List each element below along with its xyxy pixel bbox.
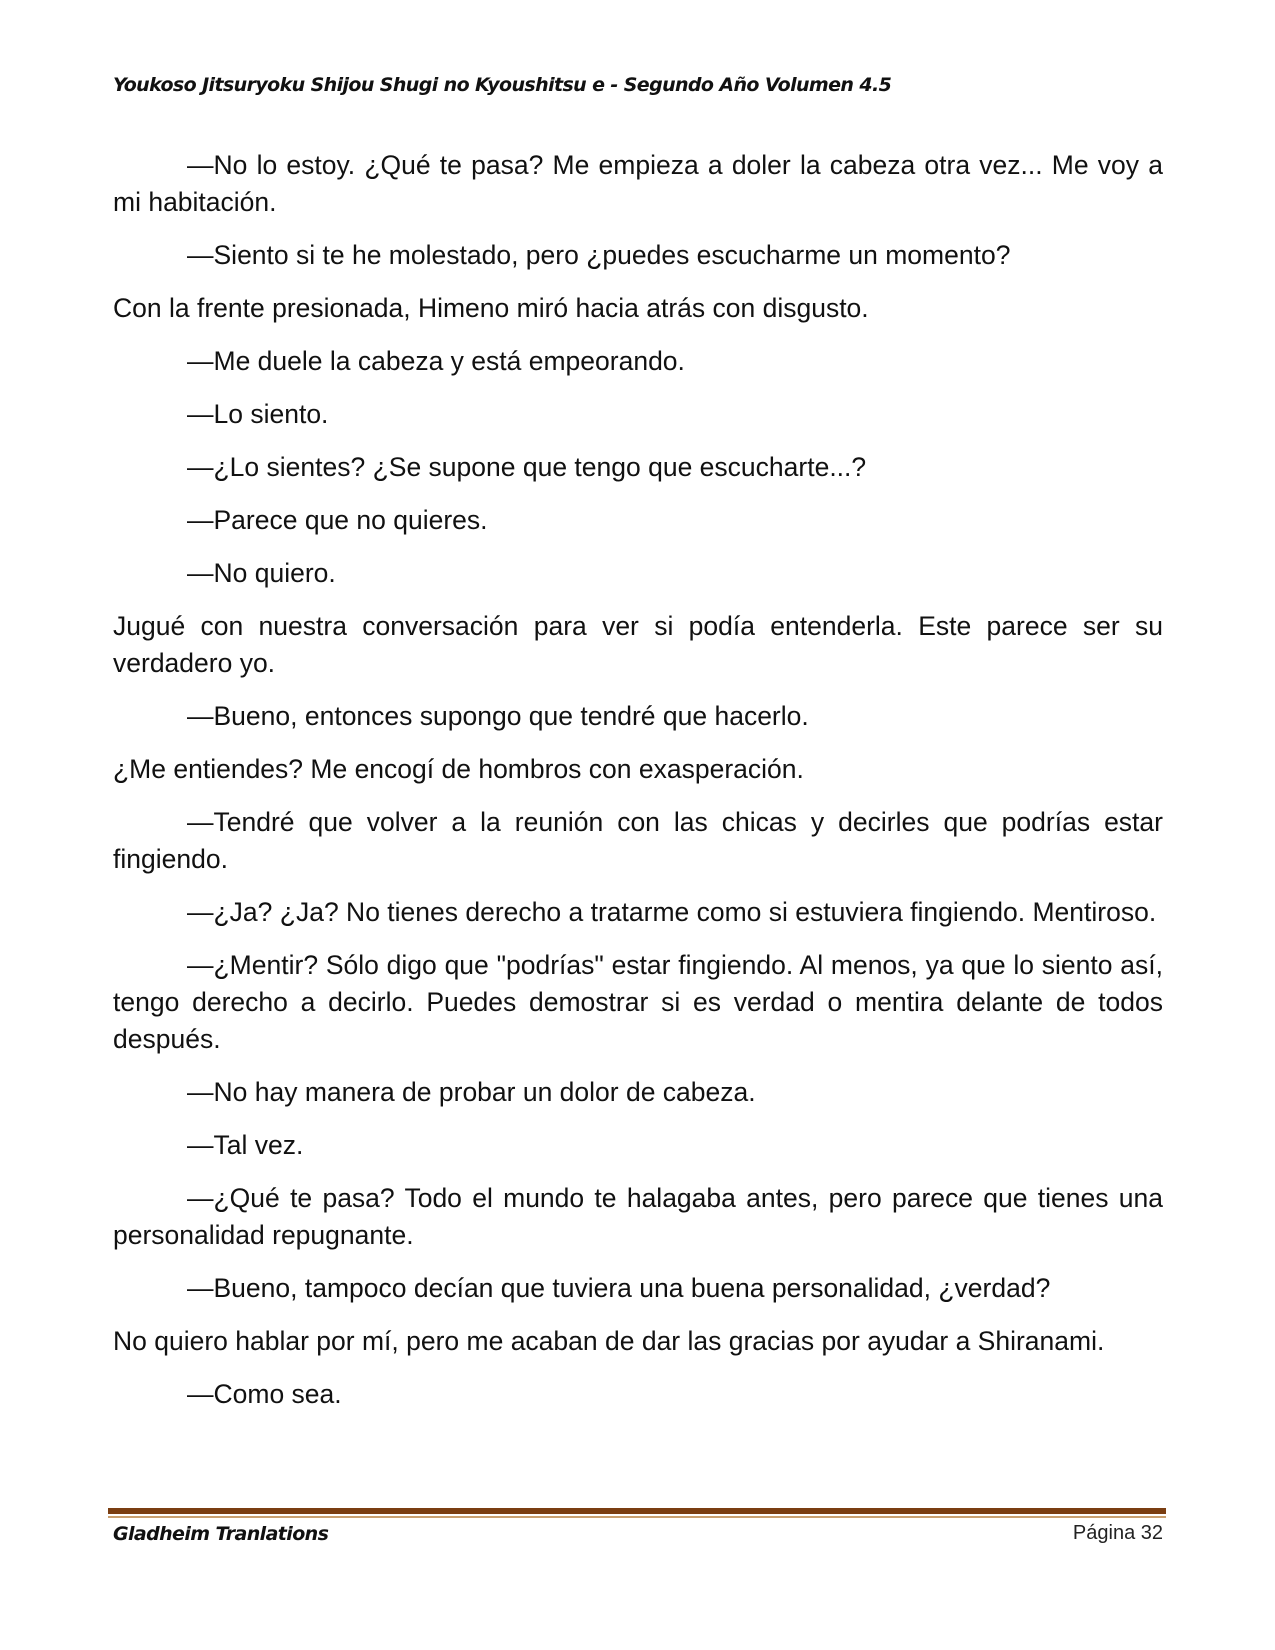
paragraph: —¿Ja? ¿Ja? No tienes derecho a tratarme como si estuviera fingiendo. Mentiroso. xyxy=(187,897,1157,927)
paragraph: ¿Me entiendes? Me encogí de hombros con exasperación. xyxy=(113,754,804,784)
paragraph: —Como sea. xyxy=(187,1379,342,1409)
footer-publisher: Gladheim Tranlations xyxy=(113,1523,329,1545)
paragraph: —Siento si te he molestado, pero ¿puedes escucharme un momento? xyxy=(187,240,1011,270)
paragraph: —Tal vez. xyxy=(187,1130,304,1160)
paragraph: —Lo siento. xyxy=(187,399,329,429)
paragraph: —Me duele la cabeza y está empeorando. xyxy=(187,346,685,376)
paragraph: —No hay manera de probar un dolor de cabeza. xyxy=(187,1077,756,1107)
paragraph: —¿Lo sientes? ¿Se supone que tengo que escucharte...? xyxy=(187,452,867,482)
paragraph: Jugué con nuestra conversación para ver si podía entenderla. Este parece ser su verdadero yo. xyxy=(113,611,1163,678)
running-header: Youkoso Jitsuryoku Shijou Shugi no Kyoushitsu e - Segundo Año Volumen 4.5 xyxy=(113,74,892,96)
paragraph: —Tendré que volver a la reunión con las chicas y decirles que podrías estar fingiendo. xyxy=(113,807,1163,874)
paragraph: —¿Qué te pasa? Todo el mundo te halagaba antes, pero parece que tienes una personalidad repugnante. xyxy=(113,1183,1163,1250)
paragraph: Con la frente presionada, Himeno miró hacia atrás con disgusto. xyxy=(113,293,869,323)
paragraph: —Bueno, entonces supongo que tendré que hacerlo. xyxy=(187,701,809,731)
paragraph: —No lo estoy. ¿Qué te pasa? Me empieza a doler la cabeza otra vez... Me voy a mi habitación. xyxy=(113,150,1163,217)
paragraph: —Bueno, tampoco decían que tuviera una buena personalidad, ¿verdad? xyxy=(187,1273,1051,1303)
footer-rule xyxy=(108,1508,1166,1514)
paragraph: No quiero hablar por mí, pero me acaban de dar las gracias por ayudar a Shiranami. xyxy=(113,1326,1105,1356)
paragraph: —No quiero. xyxy=(187,558,336,588)
footer-rule-thin xyxy=(108,1516,1166,1518)
paragraph: —Parece que no quieres. xyxy=(187,505,488,535)
page-number: Página 32 xyxy=(1072,1522,1163,1544)
document-body xyxy=(113,147,1163,1429)
paragraph: —¿Mentir? Sólo digo que "podrías" estar fingiendo. Al menos, ya que lo siento así, tengo derecho a decirlo. Puedes demostrar si es verdad o mentira delante de todos después. xyxy=(113,950,1163,1054)
